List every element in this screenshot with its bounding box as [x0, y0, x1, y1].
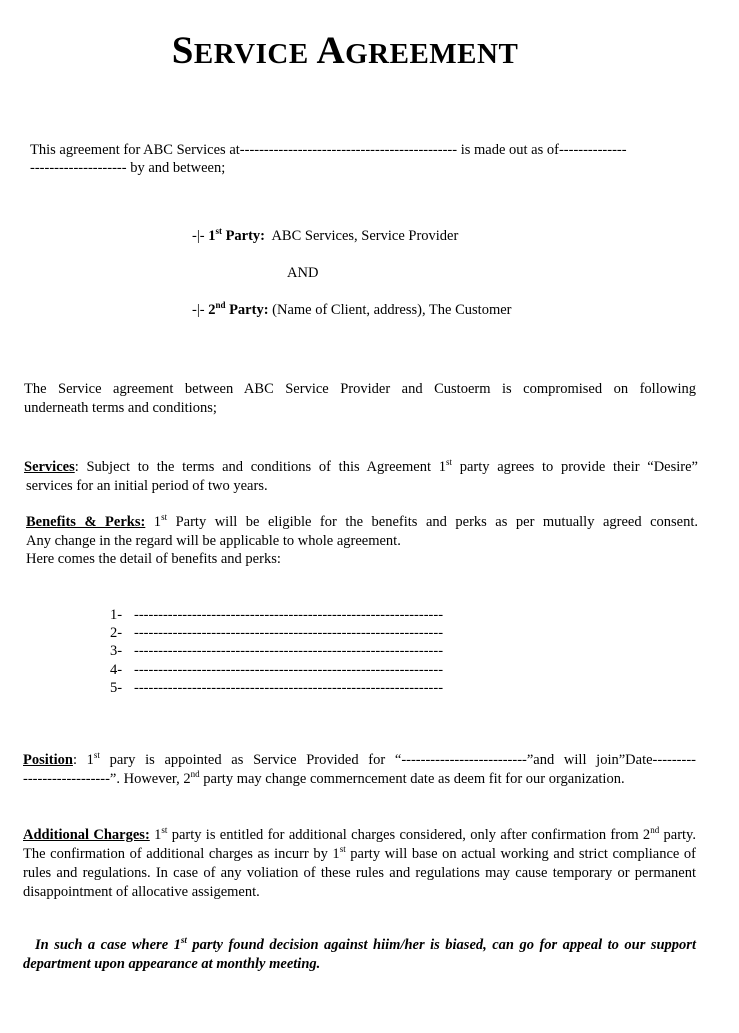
and-separator: AND — [287, 265, 319, 281]
first-party-line: -|- 1st Party: ABC Services, Service Provider — [192, 226, 459, 244]
benefit-item: 4- ---------------------------------------------------------------- — [110, 662, 444, 678]
position-heading: Position — [23, 752, 73, 768]
position-line-2: ------------------”. However, 2nd party may change commerncement date as deem fit for our organization. — [23, 769, 625, 787]
additional-charges-heading: Additional Charges: — [23, 827, 150, 843]
second-party-line: -|- 2nd Party: (Name of Client, address), The Customer — [192, 300, 512, 318]
benefits-line-3: Here comes the detail of benefits and perks: — [26, 551, 281, 567]
closing-statement: In such a case where 1st party found decision against hiim/her is biased, can go for appeal to our support department upon appearance at monthly meeting. — [23, 935, 696, 972]
benefits-heading: Benefits & Perks: — [26, 514, 146, 530]
benefits-line-2: Any change in the regard will be applicable to whole agreement. — [26, 533, 401, 549]
benefit-item: 1- ---------------------------------------------------------------- — [110, 607, 444, 623]
document-title: SERVICE AGREEMENT — [171, 29, 519, 72]
compromise-line-1: The Service agreement between ABC Service Provider and Custoerm is compromised on following — [24, 381, 696, 397]
benefit-item: 2- ---------------------------------------------------------------- — [110, 625, 444, 641]
services-heading: Services — [24, 459, 75, 475]
services-line-2: services for an initial period of two years. — [26, 478, 268, 494]
benefits-clause: Benefits & Perks: 1st Party will be eligible for the benefits and perks as per mutually agreed consent. — [26, 512, 699, 530]
compromise-line-2: underneath terms and conditions; — [24, 400, 217, 416]
services-clause: Services: Subject to the terms and conditions of this Agreement 1st party agrees to provide their “Desire” — [24, 457, 698, 475]
additional-charges-clause: Additional Charges: 1st party is entitled for additional charges considered, only after confirmation from 2nd party. The confirmation of additional charges as incurr by 1st party will base on actual working and strict compliance of rules and regulations. In case of any voliation of these rules and regulations may cause temporary or permanent disappointment of allocative assigement. — [23, 825, 696, 900]
benefit-item: 5- ---------------------------------------------------------------- — [110, 680, 444, 696]
benefit-item: 3- ---------------------------------------------------------------- — [110, 643, 444, 659]
intro-line-2: -------------------- by and between; — [30, 160, 226, 176]
intro-line-1: This agreement for ABC Services at--------------------------------------------- is made out as of-------------- — [30, 142, 627, 158]
position-clause: Position: 1st pary is appointed as Service Provided for “--------------------------”and will join”Date--------- — [23, 750, 696, 768]
